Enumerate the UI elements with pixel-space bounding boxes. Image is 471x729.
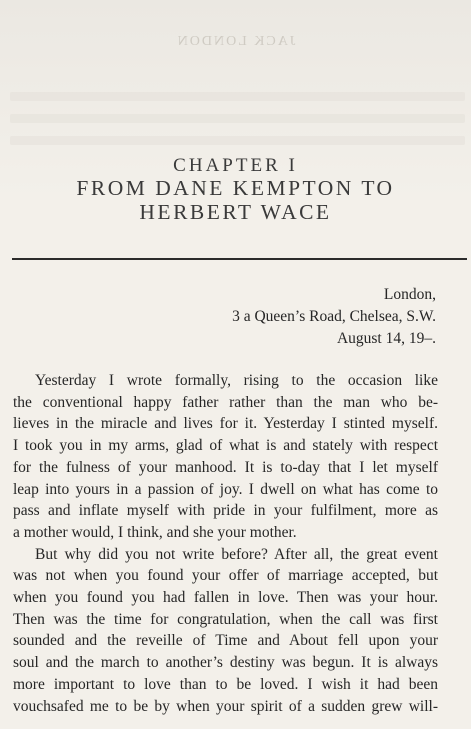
body-line: pass and inflate myself with pride in your fulfilment, more as <box>13 502 438 520</box>
body-line: leap into yours in a passion of joy. I dwell on what has come to <box>13 480 438 498</box>
letter-place: London, <box>383 286 436 303</box>
letter-body <box>13 370 438 717</box>
chapter-title-line-2: HERBERT WACE <box>139 200 332 224</box>
show-through-line <box>10 114 465 123</box>
body-line: Yesterday I wrote formally, rising to the occasion like <box>35 372 438 389</box>
chapter-title-line-1: FROM DANE KEMPTON TO <box>76 176 395 200</box>
chapter-rule <box>12 258 467 260</box>
body-line: for the fulness of your manhood. It is to-day that I let myself <box>13 458 438 476</box>
letter-date: August 14, 19–. <box>336 330 436 347</box>
body-line: I took you in my arms, glad of what is and stately with respect <box>13 437 438 455</box>
body-line: the conventional happy father rather than the man who be- <box>13 393 438 411</box>
body-line: when you found you had fallen in love. Then was your hour. <box>13 589 438 607</box>
show-through-running-header: JACK LONDON <box>175 34 296 49</box>
body-line: sounded and the reveille of Time and About fell upon your <box>13 632 438 650</box>
show-through-line <box>10 136 465 145</box>
letter-heading <box>232 284 436 350</box>
show-through-line <box>10 92 465 101</box>
chapter-title <box>20 176 451 224</box>
body-line: was not when you found your offer of marriage accepted, but <box>13 567 438 585</box>
body-line: Then was the time for congratulation, when the call was first <box>13 610 438 628</box>
body-line: But why did you not write before? After all, the great event <box>35 545 438 563</box>
chapter-number: CHAPTER I <box>173 155 298 176</box>
body-line: lieves in the miracle and lives for it. Yesterday I stinted myself. <box>13 415 438 433</box>
letter-address: 3 a Queen’s Road, Chelsea, S.W. <box>232 308 436 325</box>
body-line: vouchsafed me to be by when your spirit of a sudden grew will- <box>13 697 438 715</box>
body-line: soul and the march to another’s destiny was begun. It is always <box>13 654 438 672</box>
body-line: a mother would, I think, and she your mother. <box>13 523 297 541</box>
body-line: more important to love than to be loved. I wish it had been <box>13 675 438 693</box>
